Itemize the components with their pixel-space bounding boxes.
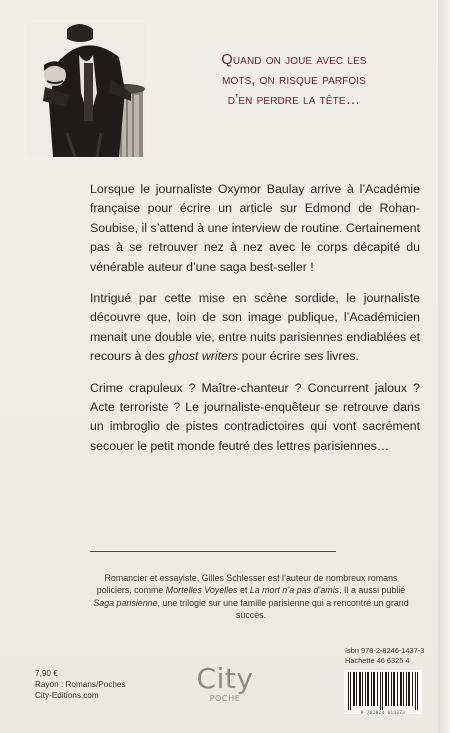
- divider-rule: [90, 551, 336, 552]
- synopsis-paragraph-3: Crime crapuleux ? Maître-chanteur ? Concurrent jaloux ? Acte terroriste ? Le journaliste-enquêteur se retrouve dans un imbroglio de pistes contradictoires qui vont sacrément secouer le petit monde feutré des lettres parisiennes…: [90, 380, 420, 453]
- synopsis-paragraph-2: [90, 289, 420, 367]
- isbn-number: Isbn 978-2-8246-1437-3: [345, 646, 425, 655]
- isbn-info: [345, 646, 424, 666]
- synopsis: [90, 180, 420, 468]
- logo-city: City: [196, 662, 254, 695]
- price-rayon: Rayon : Romans/Poches: [35, 680, 126, 689]
- author-bio: [92, 572, 410, 622]
- logo-poche: POCHE: [209, 694, 241, 703]
- barcode-digits: 9 782824 614373: [360, 711, 406, 716]
- bio-text-2: et: [237, 585, 250, 596]
- bio-title-saga-parisienne: Saga parisienne: [93, 597, 158, 608]
- hachette-code: Hachette 46 6325 4: [345, 656, 410, 665]
- tagline: [160, 50, 428, 110]
- bio-text-1: Romancier et essayiste, Gilles Schlesser est l’auteur de nombreux romans policiers, comme: [96, 573, 398, 596]
- price-block: [35, 668, 126, 701]
- bio-title-mortelles-voyelles: Mortelles Voyelles: [165, 585, 238, 596]
- tagline-line-2: mots, on risque parfois: [222, 72, 366, 88]
- bio-text-3: . Il a aussi publié: [339, 585, 406, 596]
- synopsis-paragraph-2-text: Intrigué par cette mise en scène sordide, le journaliste découvre que, loin de son image publique, l’Académicien menait une double vie, entre nuits parisiennes endiablées et recours à des: [90, 291, 420, 364]
- city-poche-logo: [184, 662, 266, 709]
- bio-text-4: , une trilogie sur une famille parisienne qui a rencontré un grand succès.: [157, 597, 409, 621]
- bio-title-la-mort: La mort n’a pas d’amis: [249, 585, 340, 596]
- author-portrait-photo: [27, 23, 145, 157]
- publisher-website: City-Editions.com: [35, 691, 99, 700]
- barcode: [344, 670, 422, 714]
- synopsis-italic-ghost-writers: ghost writers: [168, 349, 239, 364]
- price-amount: 7,90 €: [35, 669, 58, 678]
- synopsis-paragraph-2-end: pour écrire ses livres.: [238, 349, 359, 364]
- tagline-line-3: d’en perdre la tête…: [227, 92, 361, 108]
- synopsis-paragraph-1: Lorsque le journaliste Oxymor Baulay arrive à l’Académie française pour écrire un article sur Edmond de Rohan-Soubise, il s’attend à une interview de routine. Certainement pas à se retrouver nez à nez avec le corps décapité du vénérable auteur d’une saga best-seller !: [90, 182, 420, 274]
- tagline-line-1: Quand on joue avec les: [221, 52, 367, 68]
- cover-edge: [438, 0, 450, 733]
